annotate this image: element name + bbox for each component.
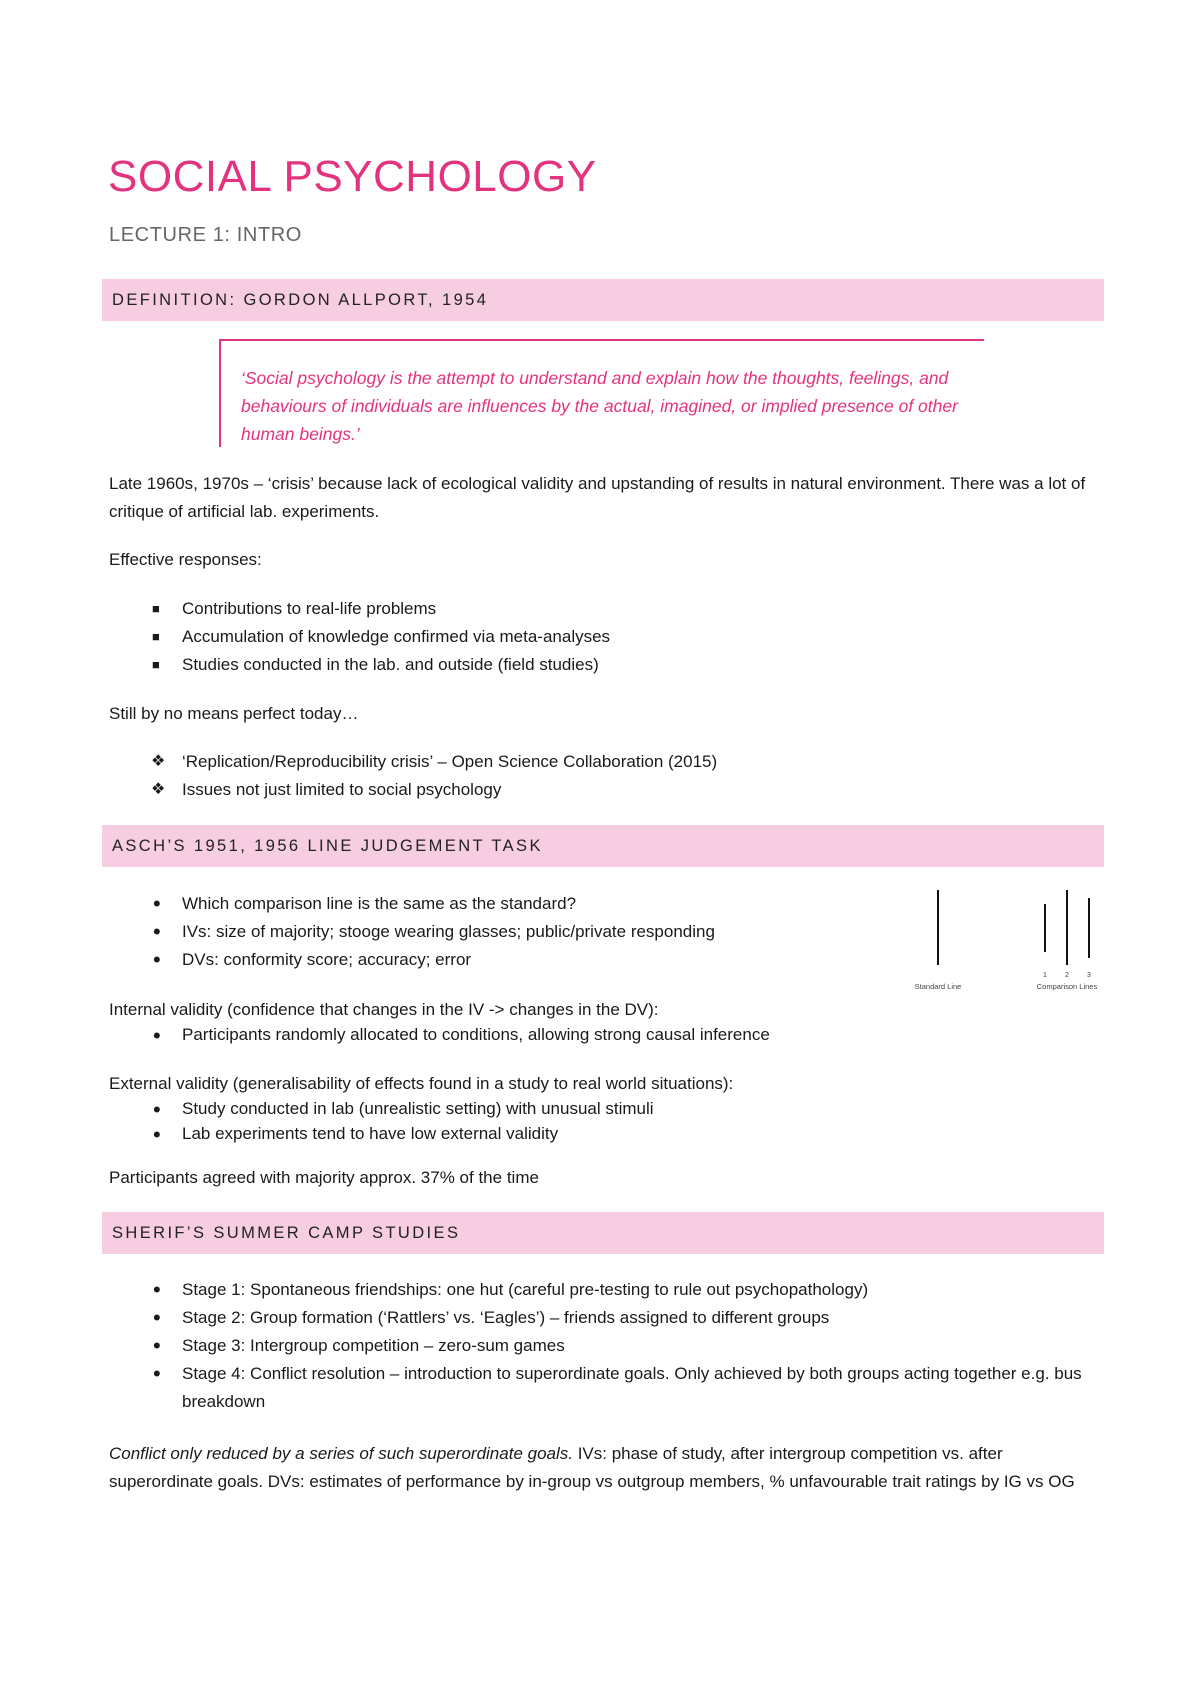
line-number-2: 2 [1065,972,1069,979]
dot-bullet-icon: • [153,1122,161,1147]
list-item: • Stage 1: Spontaneous friendships: one hut (careful pre-testing to rule out psychopathology) [153,1277,869,1302]
list-item: • DVs: conformity score; accuracy; error [153,947,472,972]
dot-bullet-icon: • [153,1097,161,1122]
asch-list [109,890,715,974]
effective-responses-list [109,595,610,679]
diamond-bullet-icon: ❖ [151,753,166,770]
effective-responses-label: Effective responses: [109,550,262,569]
diamond-bullet-icon: ❖ [151,781,166,798]
list-item: • Lab experiments tend to have low external validity [153,1122,559,1147]
asch-result: Participants agreed with majority approx. 37% of the time [109,1168,539,1187]
crisis-paragraph: Late 1960s, 1970s – ‘crisis’ because lack of ecological validity and upstanding of results in natural environment. There was a lot of critique of artificial lab. experiments. [109,474,1086,521]
square-bullet-icon: ■ [152,601,160,616]
dot-bullet-icon: • [153,919,161,944]
allport-quote: ‘Social psychology is the attempt to understand and explain how the thoughts, feelings, and behaviours of individuals are influences by the actual, imagined, or implied presence of other human beings.’ [241,368,958,444]
comparison-lines-label: Comparison Lines [1036,982,1098,991]
list-item: ■ Contributions to real-life problems [109,595,610,623]
list-item: ■ Accumulation of knowledge confirmed via meta-analyses [109,623,610,651]
internal-validity-list [109,1022,770,1047]
list-item: • Participants randomly allocated to conditions, allowing strong causal inference [153,1023,770,1048]
section-heading-sherif: SHERIF’S SUMMER CAMP STUDIES [102,1212,1104,1254]
list-item: ❖ ‘Replication/Reproducibility crisis’ – Open Science Collaboration (2015) [109,748,717,776]
list-item: • Stage 4: Conflict resolution – introduction to superordinate goals. Only achieved by both groups acting together e.g. bus breakdown [153,1361,1082,1411]
dot-bullet-icon: • [153,1333,161,1358]
line-number-3: 3 [1087,972,1091,979]
square-bullet-icon: ■ [152,657,160,672]
page-subtitle: LECTURE 1: INTRO [109,224,302,246]
line-number-1: 1 [1043,972,1047,979]
conclusion-text: IVs: phase of study, after intergroup competition vs. after superordinate goals. DVs: estimates of performance by in-group vs outgroup members, % unfavourable trait ratings by IG vs OG [109,1444,1075,1491]
list-item: • Which comparison line is the same as the standard? [153,891,577,916]
standard-line-label: Standard Line [914,982,962,991]
dot-bullet-icon: • [153,1305,161,1330]
internal-validity-label: Internal validity (confidence that changes in the IV -> changes in the DV): [109,1000,659,1019]
list-item: • IVs: size of majority; stooge wearing glasses; public/private responding [153,919,715,944]
list-item: ■ Studies conducted in the lab. and outside (field studies) [109,651,610,679]
dot-bullet-icon: • [153,1277,161,1302]
still-label: Still by no means perfect today… [109,704,359,723]
sherif-conclusion [109,1440,1104,1496]
asch-line-figure [905,888,1105,998]
list-item: ❖ Issues not just limited to social psychology [109,776,717,804]
external-validity-list [109,1096,654,1146]
dot-bullet-icon: • [153,1361,161,1386]
dot-bullet-icon: • [153,947,161,972]
dot-bullet-icon: • [153,1023,161,1048]
page-title: SOCIAL PSYCHOLOGY [108,152,597,201]
section-heading-asch: ASCH’S 1951, 1956 LINE JUDGEMENT TASK [102,825,1104,867]
list-item: • Study conducted in lab (unrealistic setting) with unusual stimuli [153,1097,654,1122]
section-heading-definition: DEFINITION: GORDON ALLPORT, 1954 [102,279,1104,321]
list-item: • Stage 3: Intergroup competition – zero-sum games [153,1333,565,1358]
dot-bullet-icon: • [153,891,161,916]
still-list [109,748,717,804]
external-validity-label: External validity (generalisability of effects found in a study to real world situations): [109,1074,734,1093]
square-bullet-icon: ■ [152,629,160,644]
conclusion-italic-text: Conflict only reduced by a series of such superordinate goals. [109,1444,573,1463]
sherif-stages-list [109,1276,1109,1416]
list-item: • Stage 2: Group formation (‘Rattlers’ vs. ‘Eagles’) – friends assigned to different groups [153,1305,830,1330]
